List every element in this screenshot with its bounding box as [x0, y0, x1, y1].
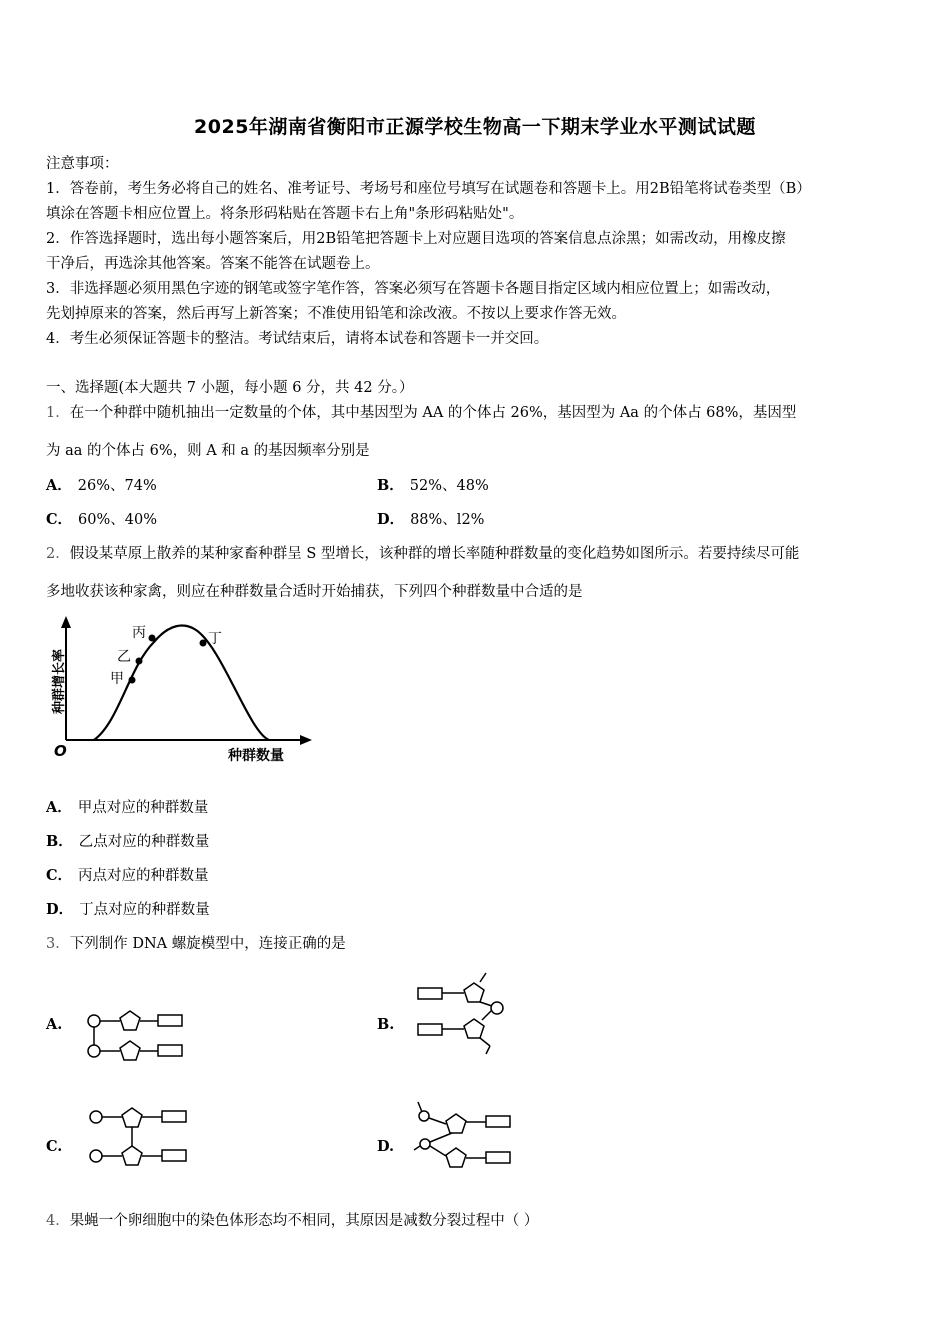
- phosphate-circle: [88, 1015, 100, 1027]
- option-label: A．: [46, 799, 72, 816]
- q2-number: 2．: [46, 546, 70, 562]
- q3-option-d[interactable]: [377, 1138, 400, 1155]
- option-text: 26%、74%: [77, 478, 157, 494]
- y-axis-arrow: [61, 616, 71, 628]
- q3-text: 下列制作 DNA 螺旋模型中，连接正确的是: [69, 936, 346, 952]
- notes-line: 干净后，再选涂其他答案。答案不能答在试题卷上。: [46, 256, 380, 272]
- q3-option-c[interactable]: [46, 1138, 68, 1155]
- notes-line: 填涂在答题卡相应位置上。将条形码粘贴在答题卡右上角"条形码粘贴处"。: [46, 206, 524, 222]
- q3-number: 3．: [46, 936, 70, 952]
- notes-line: 1．答卷前，考生务必将自己的姓名、准考证号、考场号和座位号填写在试题卷和答题卡上。用2B铅笔将试卷类型（B）: [46, 181, 811, 197]
- q1-text-line2: 为 aa 的个体占 6%，则 A 和 a 的基因频率分别是: [46, 443, 370, 459]
- phosphate-circle: [419, 1111, 429, 1121]
- dna-model-c: [86, 1102, 196, 1172]
- bond-line: [480, 973, 486, 982]
- x-axis-arrow: [300, 735, 312, 745]
- point-yi: [136, 658, 143, 665]
- base-rect: [158, 1015, 182, 1026]
- base-rect: [418, 1024, 442, 1035]
- option-label: B．: [377, 477, 404, 494]
- sugar-pentagon: [122, 1108, 142, 1127]
- q1-option-b[interactable]: [377, 474, 489, 495]
- sugar-pentagon: [122, 1146, 142, 1165]
- option-text: 丁点对应的种群数量: [79, 902, 210, 918]
- bond-line: [430, 1146, 446, 1156]
- bond-line: [418, 1102, 422, 1112]
- q1-text-line1: 在一个种群中随机抽出一定数量的个体，其中基因型为 AA 的个体占 26%，基因型为 Aa 的个体占 68%，基因型: [69, 405, 797, 421]
- option-text: 88%、l2%: [410, 512, 485, 528]
- option-label: B．: [46, 833, 73, 850]
- phosphate-circle: [420, 1139, 430, 1149]
- option-text: 乙点对应的种群数量: [78, 834, 210, 850]
- sugar-pentagon: [464, 1019, 484, 1038]
- bond-line: [480, 1038, 490, 1046]
- dna-model-a: [82, 1004, 192, 1066]
- base-rect: [418, 988, 442, 999]
- bond-line: [480, 1002, 492, 1006]
- sugar-pentagon: [446, 1148, 466, 1167]
- q2-stem: [46, 542, 799, 563]
- q2-option-b[interactable]: [46, 830, 209, 851]
- label-jia: 甲: [110, 671, 124, 687]
- phosphate-circle: [88, 1045, 100, 1057]
- x-axis-label: 种群数量: [228, 748, 284, 764]
- origin-label: O: [54, 742, 67, 760]
- notes-line: 3．非选择题必须用黑色字迹的钢笔或签字笔作答，答案必须写在答题卡各题目指定区域内相应位置上；如需改动，: [46, 281, 781, 297]
- option-label: D．: [46, 901, 74, 918]
- q1-option-d[interactable]: [377, 508, 484, 529]
- y-axis-label: 种群增长率: [52, 648, 67, 714]
- q2-text-line1: 假设某草原上散养的某种家畜种群呈 S 型增长，该种群的增长率随种群数量的变化趋势如图所示。若要持续尽可能: [69, 546, 800, 562]
- phosphate-circle: [491, 1002, 503, 1014]
- base-rect: [486, 1116, 510, 1127]
- q1-stem: [46, 401, 796, 422]
- option-text: 甲点对应的种群数量: [77, 800, 209, 816]
- q3-option-a[interactable]: [46, 1016, 68, 1033]
- base-rect: [162, 1111, 186, 1122]
- exam-title: 2025年湖南省衡阳市正源学校生物高一下期末学业水平测试试题: [194, 116, 756, 138]
- label-ding: 丁: [208, 631, 222, 647]
- notes-line: 4．考生必须保证答题卡的整洁。考试结束后，请将本试卷和答题卡一并交回。: [46, 331, 549, 347]
- sugar-pentagon: [120, 1011, 140, 1030]
- bond-line: [414, 1146, 420, 1150]
- section-heading: 一、选择题(本大题共 7 小题，每小题 6 分，共 42 分。）: [46, 380, 414, 396]
- option-label: D.: [377, 1138, 395, 1155]
- option-text: 丙点对应的种群数量: [78, 868, 209, 884]
- option-text: 52%、48%: [409, 478, 489, 494]
- option-text: 60%、40%: [78, 512, 158, 528]
- option-label: C．: [46, 511, 73, 528]
- q1-option-c[interactable]: [46, 508, 157, 529]
- option-label: A.: [46, 1016, 63, 1033]
- notes-line: 先划掉原来的答案，然后再写上新答案；不准使用铅笔和涂改液。不按以上要求作答无效。: [46, 306, 626, 322]
- point-bing: [149, 635, 156, 642]
- q4-stem: [46, 1209, 538, 1230]
- notes-section: [46, 152, 908, 352]
- bond-line: [482, 1010, 492, 1020]
- notes-heading: 注意事项：: [46, 156, 119, 172]
- base-rect: [158, 1045, 182, 1056]
- growth-rate-graph: [44, 612, 324, 767]
- option-label: C．: [46, 867, 73, 884]
- q2-text-line2: 多地收获该种家禽，则应在种群数量合适时开始捕获，下列四个种群数量中合适的是: [46, 584, 583, 600]
- q1-number: 1．: [46, 405, 70, 421]
- notes-line: 2．作答选择题时，选出每小题答案后，用2B铅笔把答题卡上对应题目选项的答案信息点涂黑；如需改动，用橡皮擦: [46, 231, 786, 247]
- q2-option-a[interactable]: [46, 796, 208, 817]
- q2-option-d[interactable]: [46, 898, 210, 919]
- bond-line: [430, 1133, 452, 1142]
- q3-option-b[interactable]: [377, 1016, 400, 1033]
- point-ding: [200, 640, 207, 647]
- sugar-pentagon: [464, 983, 484, 1002]
- q2-option-c[interactable]: [46, 864, 209, 885]
- base-rect: [486, 1152, 510, 1163]
- q3-stem: [46, 932, 346, 953]
- option-label: B.: [377, 1016, 395, 1033]
- label-bing: 丙: [132, 625, 146, 641]
- option-label: D．: [377, 511, 405, 528]
- bond-line: [429, 1118, 446, 1124]
- q4-text: 果蝇一个卵细胞中的染色体形态均不相同，其原因是减数分裂过程中（ ）: [69, 1213, 539, 1229]
- sugar-pentagon: [446, 1114, 466, 1133]
- q4-number: 4．: [46, 1213, 70, 1229]
- point-jia: [129, 677, 136, 684]
- q1-option-a[interactable]: [46, 474, 157, 495]
- phosphate-circle: [90, 1150, 102, 1162]
- sugar-pentagon: [120, 1041, 140, 1060]
- dna-model-b: [414, 970, 514, 1060]
- phosphate-circle: [90, 1111, 102, 1123]
- dna-model-d: [412, 1098, 522, 1174]
- option-label: A．: [46, 477, 72, 494]
- base-rect: [162, 1150, 186, 1161]
- option-label: C.: [46, 1138, 63, 1155]
- label-yi: 乙: [117, 649, 131, 665]
- bond-line: [486, 1046, 490, 1054]
